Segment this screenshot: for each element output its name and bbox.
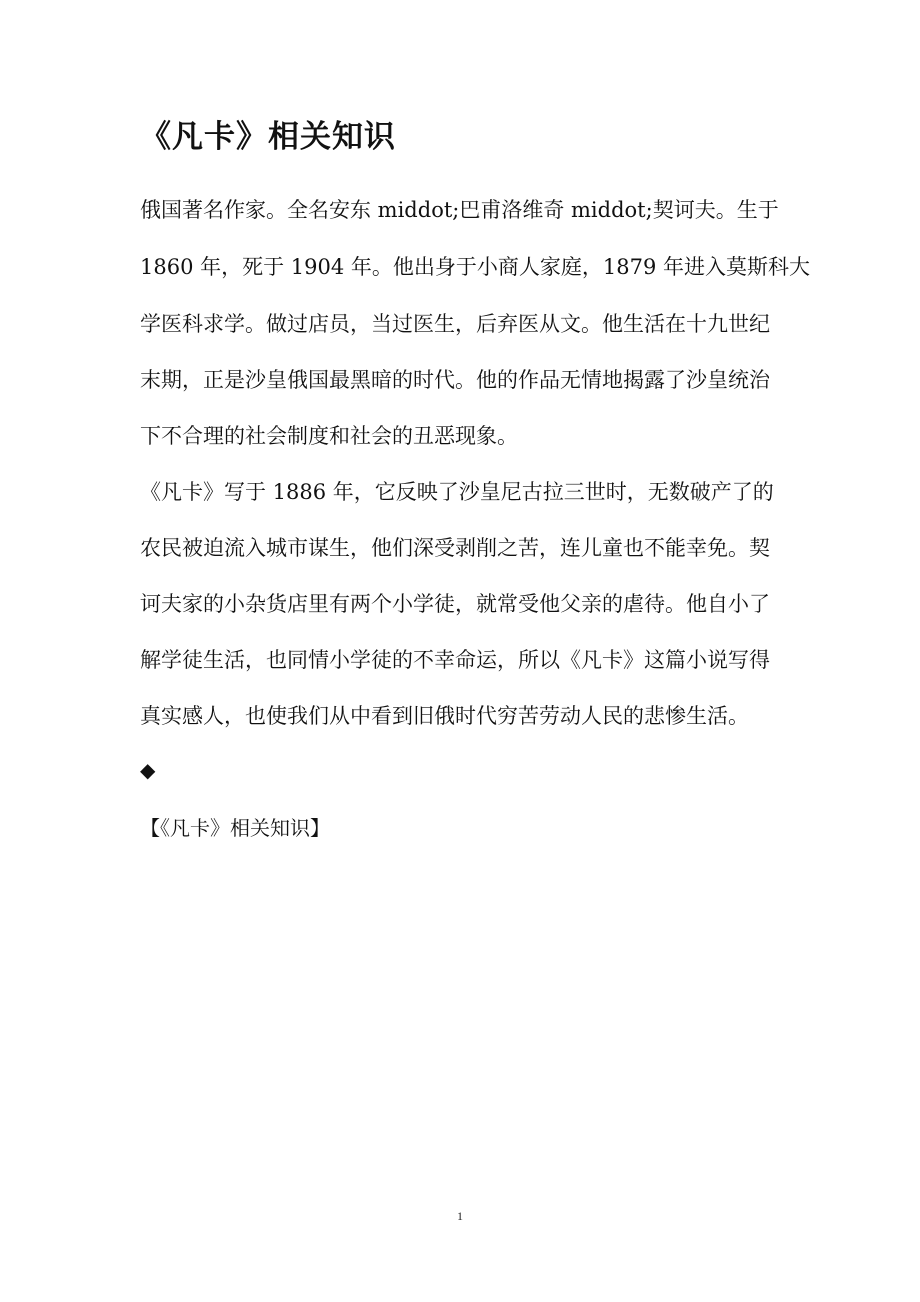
document-title: 《凡卡》相关知识 [140,119,396,155]
paragraph-1-line-4: 末期，正是沙皇俄国最黑暗的时代。他的作品无情地揭露了沙皇统治 [140,368,770,392]
page-number: 1 [457,1209,463,1223]
diamond-bullet-icon: ◆ [140,758,156,782]
paragraph-2-line-2: 农民被迫流入城市谋生，他们深受剥削之苦，连儿童也不能幸免。契 [140,536,770,560]
paragraph-2-line-3: 诃夫家的小杂货店里有两个小学徒，就常受他父亲的虐待。他自小了 [140,592,770,616]
paragraph-1-line-3: 学医科求学。做过店员，当过医生，后弃医从文。他生活在十九世纪 [140,312,770,336]
paragraph-1-line-5: 下不合理的社会制度和社会的丑恶现象。 [140,424,518,448]
paragraph-2-line-1: 《凡卡》写于 1886 年，它反映了沙皇尼古拉三世时，无数破产了的 [140,480,774,504]
paragraph-2-line-5: 真实感人，也使我们从中看到旧俄时代穷苦劳动人民的悲惨生活。 [140,704,749,728]
paragraph-2-line-4: 解学徒生活，也同情小学徒的不幸命运，所以《凡卡》这篇小说写得 [140,648,770,672]
paragraph-1-line-2: 1860 年，死于 1904 年。他出身于小商人家庭，1879 年进入莫斯科大 [140,255,811,279]
bracket-title: 【《凡卡》相关知识】 [140,816,330,840]
paragraph-1-line-1: 俄国著名作家。全名安东 middot;巴甫洛维奇 middot;契诃夫。生于 [140,198,779,222]
